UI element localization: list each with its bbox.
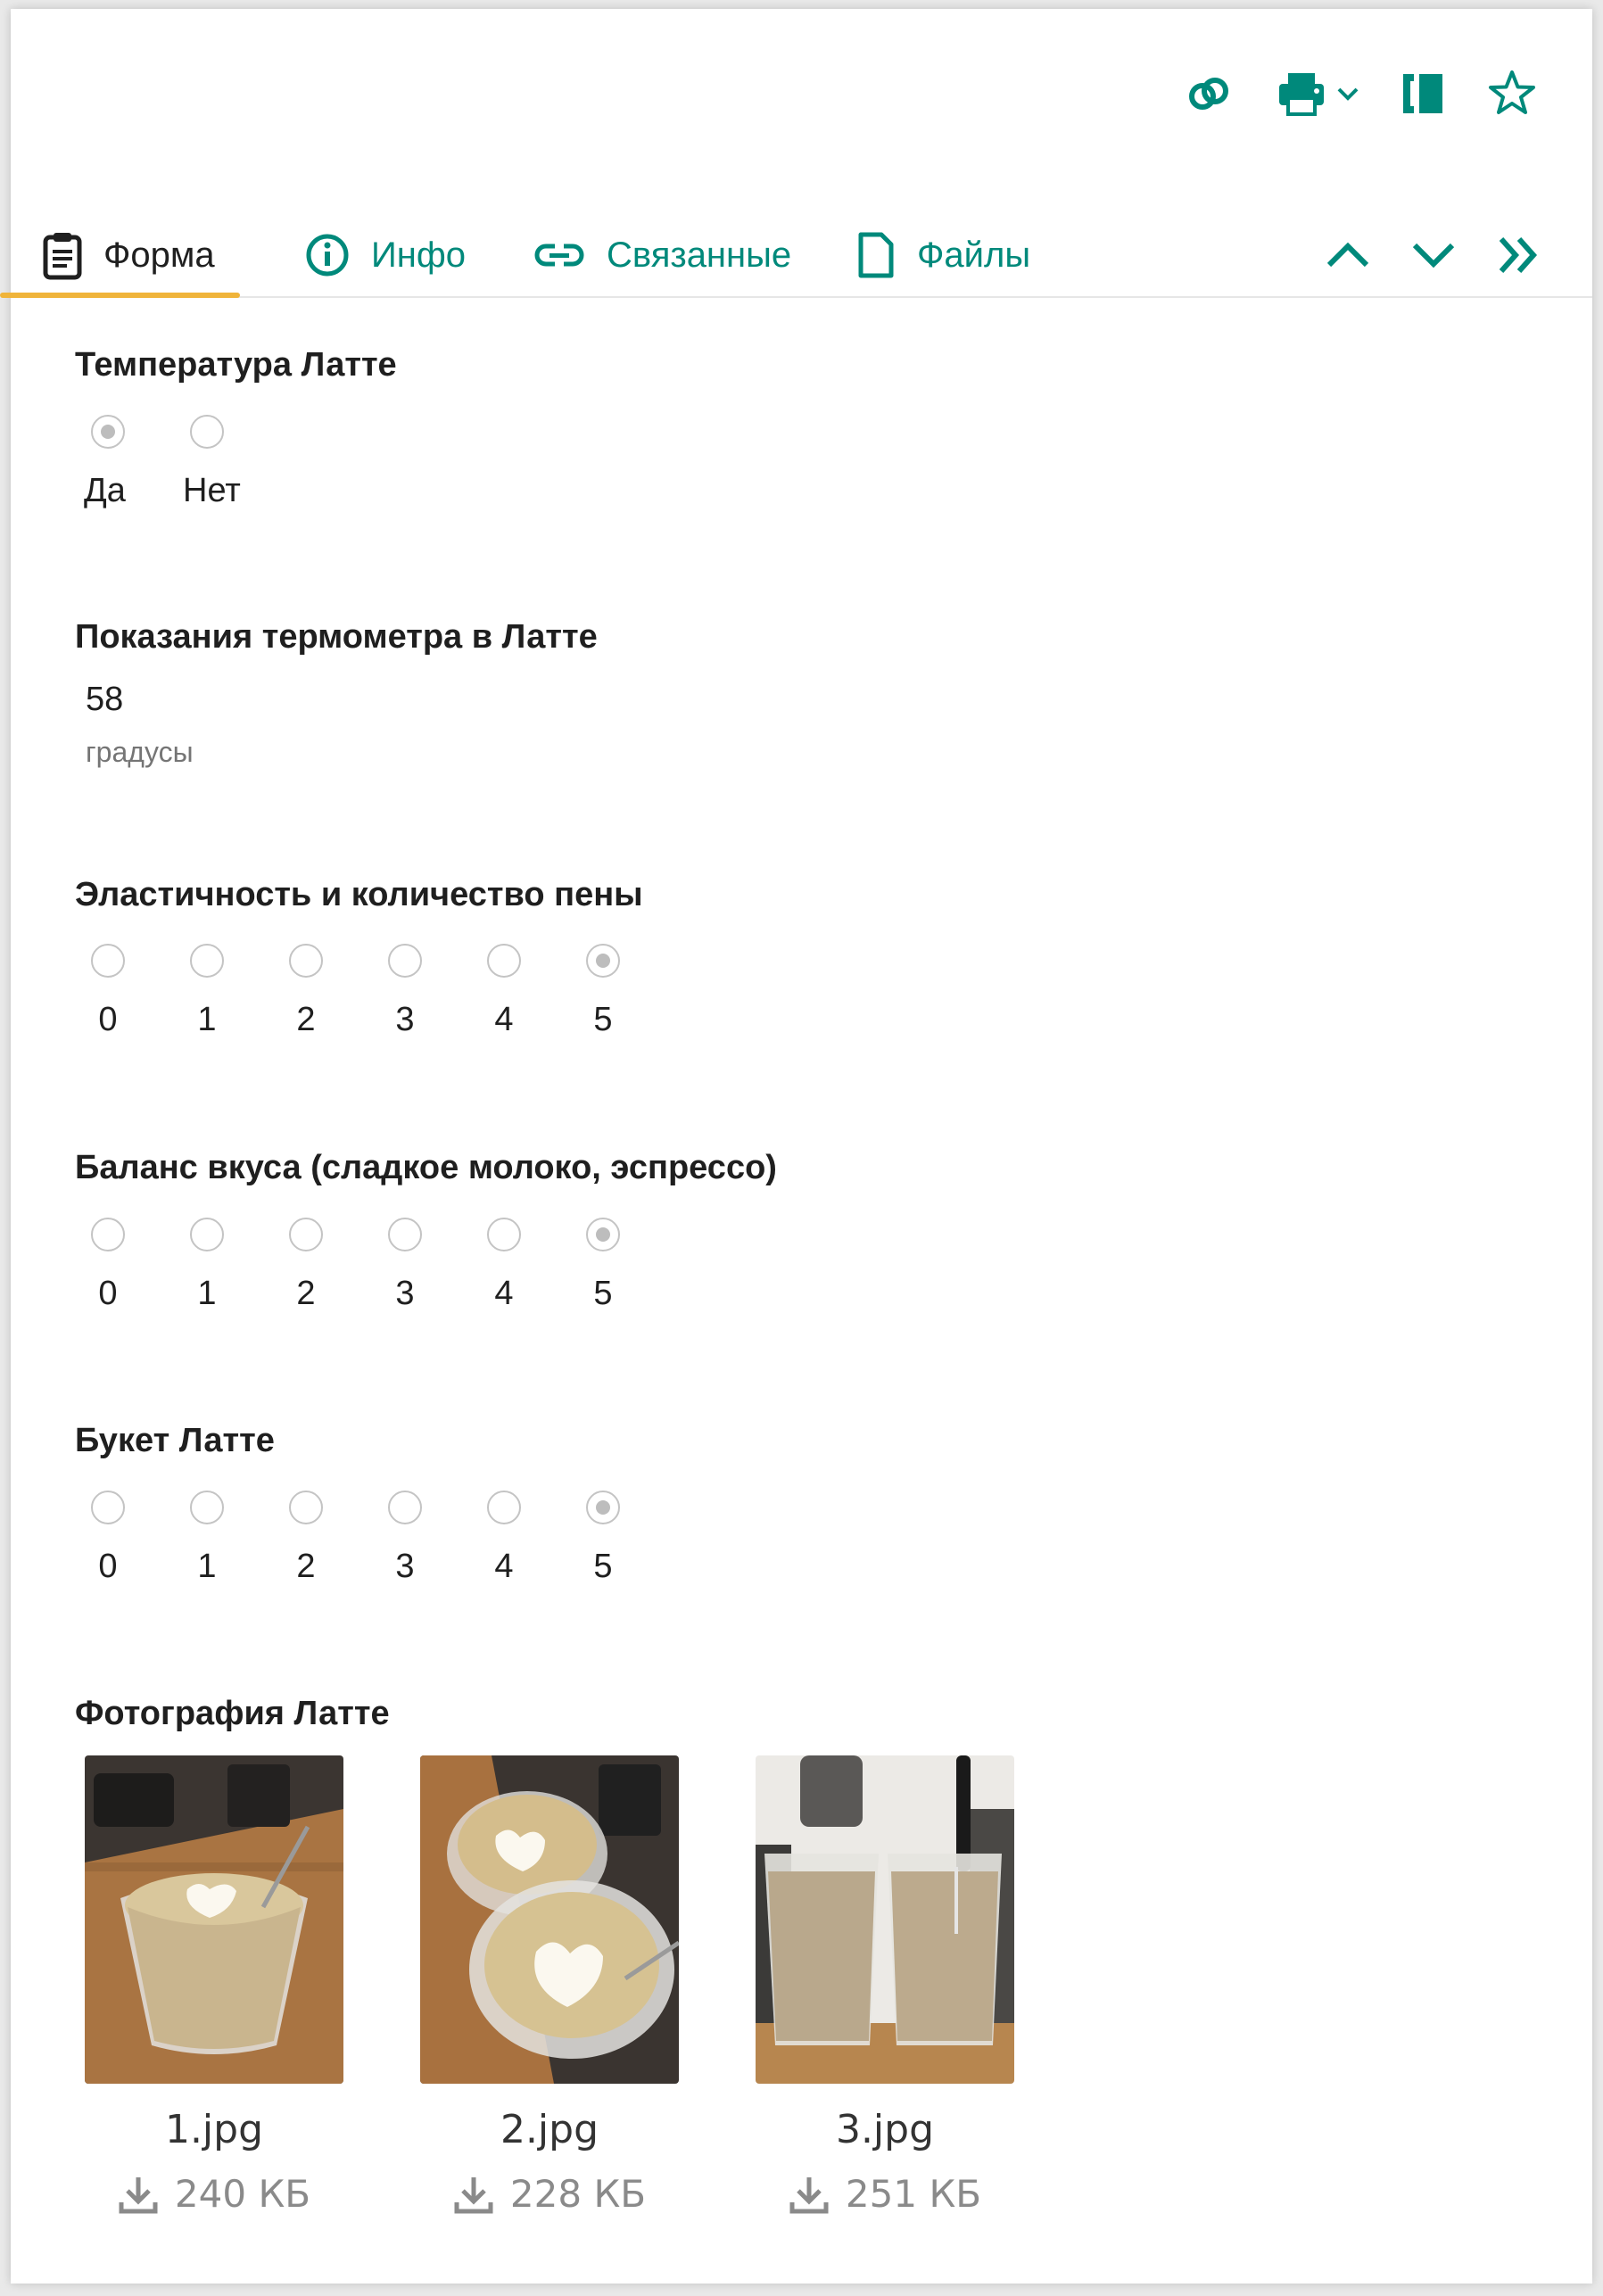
radio-label: 2	[296, 1548, 316, 1585]
balance-option[interactable]	[586, 1218, 685, 1313]
bouquet-option[interactable]	[487, 1491, 586, 1586]
record-navigation	[1325, 214, 1542, 296]
foam-option[interactable]	[388, 944, 487, 1039]
radio-label: 1	[197, 1001, 217, 1038]
tab-related-label: Связанные	[607, 235, 792, 275]
radio-button[interactable]	[388, 1218, 422, 1251]
radio-label: 3	[395, 1275, 415, 1312]
latte-photo-image	[756, 1755, 1014, 2084]
radio-button[interactable]	[190, 1218, 224, 1251]
download-link[interactable]	[789, 2172, 981, 2216]
bouquet-option[interactable]	[289, 1491, 388, 1586]
photo-item[interactable]	[420, 1755, 679, 2216]
radio-button[interactable]	[190, 944, 224, 978]
bouquet-option[interactable]	[586, 1491, 685, 1586]
latte-photo-image	[420, 1755, 679, 2084]
form-card	[11, 9, 1592, 2284]
foam-option[interactable]	[190, 944, 289, 1039]
file-name[interactable]: 3.jpg	[835, 2107, 935, 2152]
bouquet-option[interactable]	[190, 1491, 289, 1586]
radio-label: 0	[98, 1001, 118, 1038]
foam-option[interactable]	[586, 944, 685, 1039]
foam-radio-group	[91, 944, 685, 1039]
copy-link-button[interactable]	[1182, 67, 1235, 120]
temperature-radio-group	[84, 415, 289, 510]
balance-option[interactable]	[388, 1218, 487, 1313]
toolbar	[1182, 62, 1539, 125]
radio-button[interactable]	[388, 1491, 422, 1524]
download-icon	[453, 2174, 494, 2215]
print-icon	[1276, 70, 1327, 118]
download-link[interactable]	[118, 2172, 310, 2216]
tab-info-label: Инфо	[371, 235, 466, 275]
file-name[interactable]: 1.jpg	[164, 2107, 264, 2152]
thermometer-unit: градусы	[86, 736, 194, 768]
radio-button[interactable]	[487, 1491, 521, 1524]
radio-button[interactable]	[289, 1491, 323, 1524]
download-icon	[118, 2174, 159, 2215]
radio-button[interactable]	[91, 1218, 125, 1251]
foam-option[interactable]	[91, 944, 190, 1039]
foam-title: Эластичность и количество пены	[75, 876, 643, 913]
balance-option[interactable]	[289, 1218, 388, 1313]
tab-files[interactable]	[856, 214, 1030, 296]
radio-label: 3	[395, 1001, 415, 1038]
bouquet-option[interactable]	[91, 1491, 190, 1586]
tab-form[interactable]	[43, 214, 215, 296]
thermometer-title: Показания термометра в Латте	[75, 618, 598, 656]
radio-button[interactable]	[388, 944, 422, 978]
panel-toggle-icon	[1400, 70, 1446, 117]
balance-radio-group	[91, 1218, 685, 1313]
file-name[interactable]: 2.jpg	[500, 2107, 599, 2152]
download-link[interactable]	[453, 2172, 646, 2216]
foam-option[interactable]	[289, 944, 388, 1039]
file-size: 228 КБ	[509, 2172, 647, 2216]
radio-label: Нет	[183, 472, 241, 509]
photo-item[interactable]	[756, 1755, 1014, 2216]
photo-item[interactable]	[85, 1755, 343, 2216]
bouquet-option[interactable]	[388, 1491, 487, 1586]
radio-label: 2	[296, 1001, 316, 1038]
radio-label: 1	[197, 1275, 217, 1312]
photos-title: Фотография Латте	[75, 1695, 390, 1732]
tab-bar	[11, 214, 1592, 298]
radio-label: 0	[98, 1548, 118, 1585]
file-size: 251 КБ	[845, 2172, 982, 2216]
radio-label: 2	[296, 1275, 316, 1312]
clipboard-icon	[43, 230, 82, 280]
radio-label: 5	[593, 1001, 613, 1038]
info-icon	[305, 233, 350, 277]
temperature-title: Температура Латте	[75, 346, 397, 384]
print-button[interactable]	[1273, 67, 1330, 120]
tab-related[interactable]	[533, 214, 791, 296]
star-icon	[1487, 69, 1537, 119]
tab-form-label: Форма	[103, 235, 215, 275]
balance-title: Баланс вкуса (сладкое молоко, эспрессо)	[75, 1149, 777, 1186]
radio-label: 4	[494, 1275, 514, 1312]
file-size: 240 КБ	[174, 2172, 311, 2216]
foam-option[interactable]	[487, 944, 586, 1039]
radio-label: 5	[593, 1275, 613, 1312]
latte-photo-image	[85, 1755, 343, 2084]
chevron-down-icon[interactable]	[1410, 240, 1457, 270]
balance-option[interactable]	[190, 1218, 289, 1313]
radio-label: 4	[494, 1548, 514, 1585]
radio-button[interactable]	[289, 1218, 323, 1251]
radio-button[interactable]	[91, 415, 125, 449]
radio-label: 1	[197, 1548, 217, 1585]
photo-thumbnail[interactable]	[756, 1755, 1014, 2084]
temperature-option-yes[interactable]	[84, 415, 190, 510]
radio-label: Да	[84, 472, 126, 509]
thermometer-value: 58	[86, 681, 124, 718]
radio-label: 5	[593, 1548, 613, 1585]
radio-button[interactable]	[586, 944, 620, 978]
toggle-panel-button[interactable]	[1396, 67, 1450, 120]
radio-button[interactable]	[190, 1491, 224, 1524]
radio-button[interactable]	[190, 415, 224, 449]
tab-info[interactable]	[305, 214, 466, 296]
radio-button[interactable]	[91, 944, 125, 978]
bouquet-radio-group	[91, 1491, 685, 1586]
download-icon	[789, 2174, 830, 2215]
file-icon	[856, 231, 896, 279]
radio-button[interactable]	[586, 1491, 620, 1524]
radio-button[interactable]	[289, 944, 323, 978]
radio-label: 3	[395, 1548, 415, 1585]
balance-option[interactable]	[487, 1218, 586, 1313]
radio-label: 4	[494, 1001, 514, 1038]
photo-thumbnail[interactable]	[85, 1755, 343, 2084]
radio-button[interactable]	[586, 1218, 620, 1251]
chevron-up-icon[interactable]	[1325, 240, 1371, 270]
favorite-button[interactable]	[1485, 67, 1539, 120]
link-icon	[533, 239, 585, 271]
radio-label: 0	[98, 1275, 118, 1312]
chevron-down-icon	[1335, 85, 1360, 103]
radio-button[interactable]	[487, 1218, 521, 1251]
photo-gallery	[85, 1755, 1014, 2216]
photo-thumbnail[interactable]	[420, 1755, 679, 2084]
temperature-option-no[interactable]	[183, 415, 289, 510]
bouquet-title: Букет Латте	[75, 1422, 275, 1459]
tab-files-label: Файлы	[917, 235, 1031, 275]
link-icon	[1185, 70, 1233, 118]
radio-button[interactable]	[91, 1491, 125, 1524]
balance-option[interactable]	[91, 1218, 190, 1313]
radio-button[interactable]	[487, 944, 521, 978]
double-chevron-right-icon[interactable]	[1496, 234, 1542, 277]
print-menu-button[interactable]	[1330, 67, 1366, 120]
